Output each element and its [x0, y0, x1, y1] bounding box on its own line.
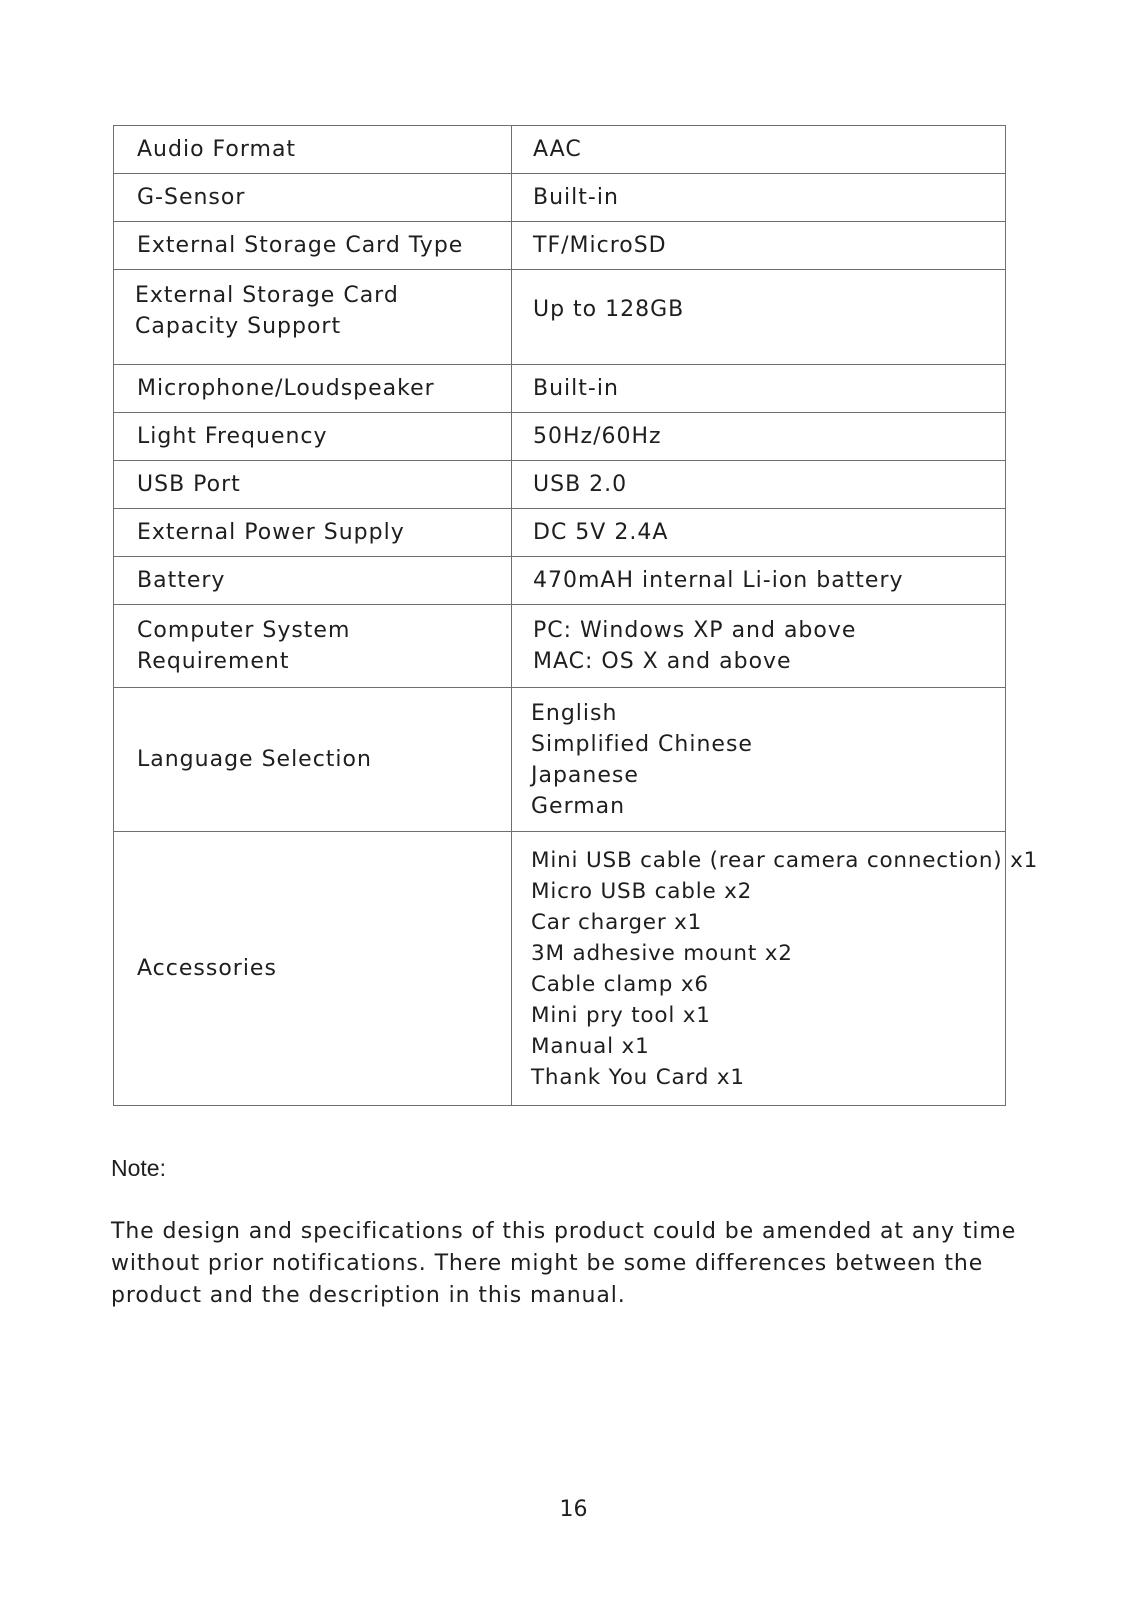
- spec-label-text: External Power Supply: [137, 520, 405, 545]
- spec-value-text: German: [531, 793, 626, 819]
- table-row: [114, 605, 1006, 688]
- spec-value-text: Built-in: [533, 376, 619, 401]
- spec-label-text: Accessories: [137, 956, 277, 981]
- spec-label-text: G-Sensor: [137, 185, 246, 210]
- spec-label: [114, 605, 512, 688]
- spec-value: [512, 222, 1006, 270]
- spec-value-text: Mini pry tool x1: [531, 1002, 711, 1028]
- spec-label-text: Capacity Support: [135, 314, 342, 339]
- spec-value: [512, 461, 1006, 509]
- spec-label: [114, 126, 512, 174]
- spec-label: [114, 174, 512, 222]
- spec-value: [512, 174, 1006, 222]
- spec-value: [512, 365, 1006, 413]
- spec-value: [512, 557, 1006, 605]
- spec-label-text: Language Selection: [137, 747, 372, 772]
- table-row: [114, 557, 1006, 605]
- spec-value-text: Simplified Chinese: [531, 731, 753, 757]
- spec-value-text: DC 5V 2.4A: [533, 520, 669, 545]
- spec-value-text: Up to 128GB: [533, 297, 685, 322]
- spec-label-text: External Storage Card: [135, 283, 399, 308]
- spec-value-text: TF/MicroSD: [533, 233, 667, 258]
- specifications-table-body: [114, 126, 1039, 1106]
- note-line: product and the description in this manual.: [111, 1283, 626, 1308]
- note-line: without prior notifications. There might be some differences between the: [111, 1251, 984, 1276]
- spec-value-text: 50Hz/60Hz: [533, 424, 662, 449]
- spec-value: [512, 126, 1006, 174]
- spec-value-text: 3M adhesive mount x2: [531, 940, 793, 966]
- spec-label: [114, 832, 512, 1106]
- specifications-table: [113, 125, 1039, 1106]
- spec-value-text: Manual x1: [531, 1033, 650, 1059]
- spec-label: [114, 270, 512, 365]
- spec-value-text: Mini USB cable (rear camera connection) x1: [531, 847, 1039, 873]
- table-row: [114, 832, 1006, 1106]
- spec-label-text: Battery: [137, 568, 226, 593]
- note-line: The design and specifications of this product could be amended at any time: [111, 1219, 1017, 1244]
- spec-label: [114, 557, 512, 605]
- table-row: [114, 270, 1006, 365]
- spec-value-text: PC: Windows XP and above: [533, 618, 857, 643]
- page-number: 16: [559, 1497, 588, 1522]
- table-row: [114, 174, 1006, 222]
- spec-label: [114, 461, 512, 509]
- spec-value-text: Cable clamp x6: [531, 971, 709, 997]
- spec-label-text: Audio Format: [137, 137, 297, 162]
- spec-value: [512, 413, 1006, 461]
- spec-value-text: USB 2.0: [533, 472, 628, 497]
- note-paragraph: [111, 1216, 1017, 1312]
- spec-value-text: Micro USB cable x2: [531, 878, 753, 904]
- table-row: [114, 126, 1006, 174]
- spec-value: [512, 270, 1006, 365]
- spec-value: [512, 688, 1006, 832]
- spec-label-text: External Storage Card Type: [137, 233, 464, 258]
- spec-value-text: Japanese: [531, 762, 639, 788]
- spec-value-text: MAC: OS X and above: [533, 649, 792, 674]
- spec-value-text: Built-in: [533, 185, 619, 210]
- spec-value-text: Car charger x1: [531, 909, 703, 935]
- spec-value-text: AAC: [533, 137, 582, 162]
- spec-label-text: Light Frequency: [137, 424, 328, 449]
- note-heading: Note:: [111, 1155, 166, 1181]
- spec-label-text: Microphone/Loudspeaker: [137, 376, 435, 401]
- spec-label-text: Requirement: [137, 649, 290, 674]
- table-row: [114, 365, 1006, 413]
- table-row: [114, 413, 1006, 461]
- spec-label: [114, 413, 512, 461]
- spec-label: [114, 688, 512, 832]
- table-row: [114, 688, 1006, 832]
- table-row: [114, 222, 1006, 270]
- spec-label-text: Computer System: [137, 618, 351, 643]
- spec-value-text: Thank You Card x1: [531, 1064, 745, 1090]
- spec-value: [512, 832, 1039, 1106]
- spec-value: [512, 509, 1006, 557]
- spec-label: [114, 365, 512, 413]
- spec-label: [114, 509, 512, 557]
- spec-value-text: English: [531, 700, 618, 726]
- spec-label-text: USB Port: [137, 472, 241, 497]
- spec-value: [512, 605, 1006, 688]
- spec-value-text: 470mAH internal Li-ion battery: [533, 568, 904, 593]
- spec-label: [114, 222, 512, 270]
- table-row: [114, 461, 1006, 509]
- table-row: [114, 509, 1006, 557]
